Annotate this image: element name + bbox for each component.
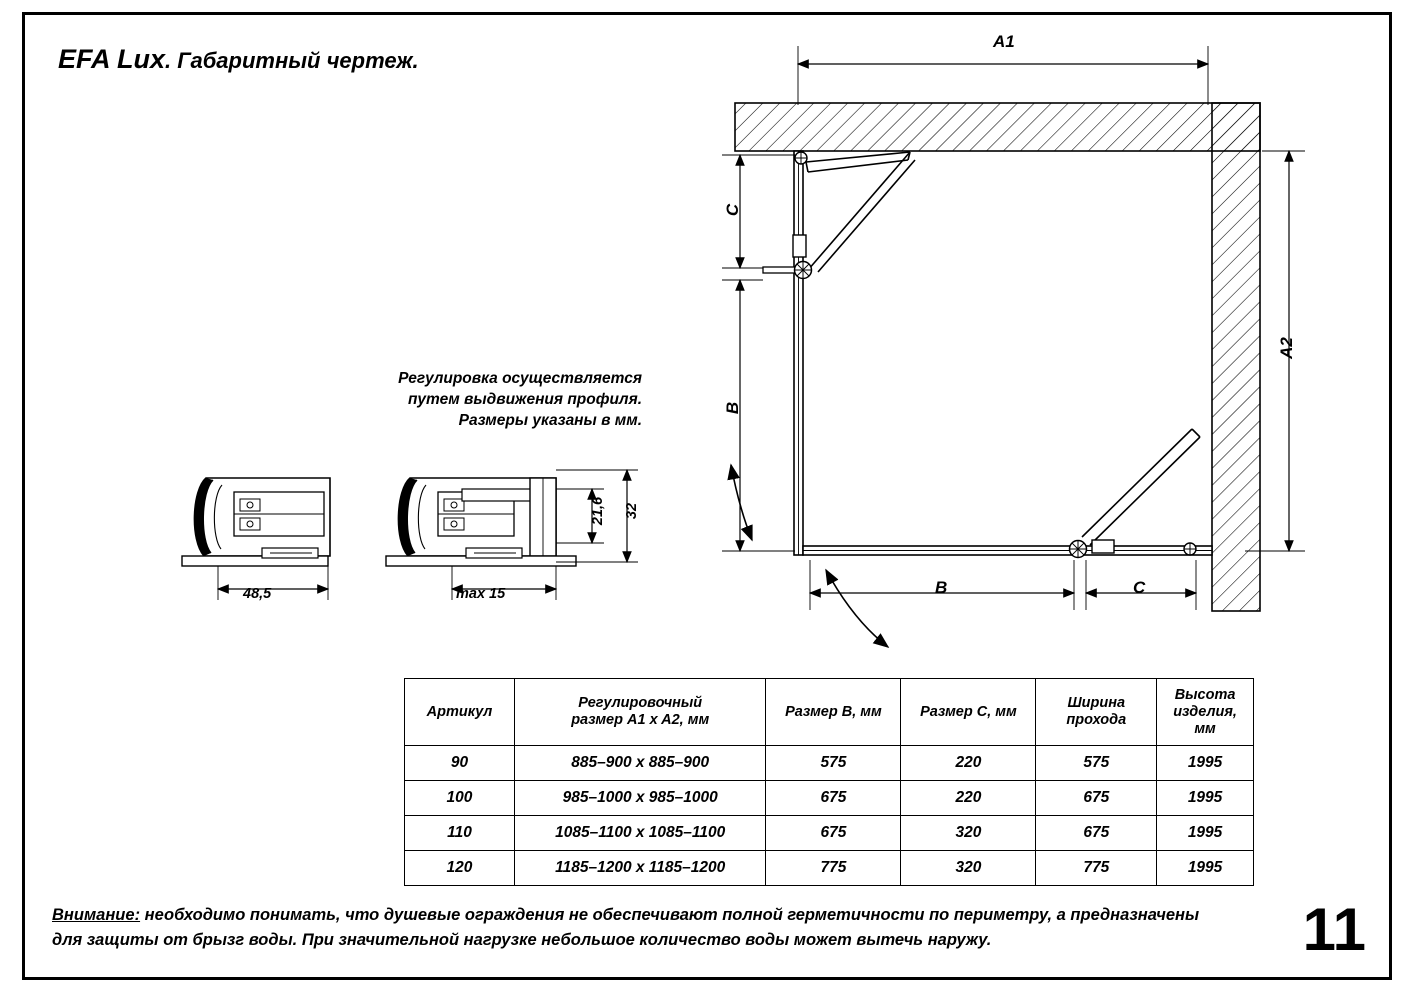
label-c-bottom: C bbox=[1133, 578, 1146, 597]
cell-article: 90 bbox=[405, 746, 515, 781]
warning-lead: Внимание: bbox=[52, 906, 141, 924]
label-profile-outer-height: 32 bbox=[624, 502, 640, 520]
title-subtitle: . Габаритный чертеж. bbox=[165, 48, 419, 73]
page-number: 11 bbox=[1302, 896, 1366, 963]
cell-size-b: 575 bbox=[766, 746, 901, 781]
cell-size-b: 675 bbox=[766, 781, 901, 816]
cell-passage-width: 575 bbox=[1036, 746, 1157, 781]
cell-size-c: 320 bbox=[901, 816, 1036, 851]
cell-adjust: 885–900 x 885–900 bbox=[514, 746, 766, 781]
label-a2: A2 bbox=[1277, 337, 1296, 359]
specification-table bbox=[404, 678, 1254, 886]
label-b-bottom: B bbox=[935, 578, 948, 597]
th-article: Артикул bbox=[405, 679, 515, 746]
warning-body-2: для защиты от брызг воды. При значительной нагрузке небольшое количество воды может вытечь наружу. bbox=[52, 931, 992, 949]
note-line-2: путем выдвижения профиля. bbox=[407, 391, 642, 408]
cell-article: 110 bbox=[405, 816, 515, 851]
page-title bbox=[58, 44, 419, 75]
note-line-1: Регулировка осуществляется bbox=[398, 370, 642, 387]
cell-article: 120 bbox=[405, 851, 515, 886]
cell-size-c: 220 bbox=[901, 746, 1036, 781]
cell-adjust: 985–1000 x 985–1000 bbox=[514, 781, 766, 816]
cell-product-height: 1995 bbox=[1157, 746, 1254, 781]
th-passage-line2: прохода bbox=[1066, 712, 1127, 728]
cell-product-height: 1995 bbox=[1157, 816, 1254, 851]
table-row bbox=[405, 781, 1254, 816]
cell-passage-width: 675 bbox=[1036, 816, 1157, 851]
cell-adjust: 1085–1100 x 1085–1100 bbox=[514, 816, 766, 851]
th-adjust-line2: размер A1 x A2, мм bbox=[571, 712, 710, 728]
cell-size-c: 220 bbox=[901, 781, 1036, 816]
label-profile-width-left: 48,5 bbox=[243, 586, 272, 602]
label-profile-max: max 15 bbox=[456, 586, 506, 602]
cell-passage-width: 775 bbox=[1036, 851, 1157, 886]
cell-size-b: 675 bbox=[766, 816, 901, 851]
th-height-line1: Высота bbox=[1174, 686, 1236, 703]
label-b-left: B bbox=[723, 401, 742, 415]
th-size-c: Размер C, мм bbox=[901, 679, 1036, 746]
th-passage-width bbox=[1036, 679, 1157, 746]
th-product-height bbox=[1157, 679, 1254, 746]
adjustment-note bbox=[360, 368, 642, 431]
cell-passage-width: 675 bbox=[1036, 781, 1157, 816]
brand-name: EFA Lux bbox=[58, 44, 166, 74]
th-height-line2: изделия, bbox=[1173, 703, 1237, 720]
table-row bbox=[405, 746, 1254, 781]
label-a1: A1 bbox=[993, 32, 1015, 51]
label-profile-inner-height: 21,6 bbox=[590, 496, 606, 526]
warning-text bbox=[52, 903, 1227, 953]
cell-article: 100 bbox=[405, 781, 515, 816]
th-adjust bbox=[514, 679, 766, 746]
th-height-line3: мм bbox=[1194, 720, 1216, 737]
table-header-row bbox=[405, 679, 1254, 746]
warning-body-1: необходимо понимать, что душевые ограждения не обеспечивают полной герметичности по периметру, а предназначены bbox=[140, 906, 1200, 924]
cell-product-height: 1995 bbox=[1157, 851, 1254, 886]
cell-adjust: 1185–1200 x 1185–1200 bbox=[514, 851, 766, 886]
label-c-top: C bbox=[723, 203, 742, 217]
note-line-3: Размеры указаны в мм. bbox=[458, 412, 642, 429]
cell-size-b: 775 bbox=[766, 851, 901, 886]
table-row bbox=[405, 816, 1254, 851]
th-adjust-line1: Регулировочный bbox=[578, 695, 703, 711]
cell-product-height: 1995 bbox=[1157, 781, 1254, 816]
th-size-b: Размер B, мм bbox=[766, 679, 901, 746]
cell-size-c: 320 bbox=[901, 851, 1036, 886]
table-row bbox=[405, 851, 1254, 886]
th-passage-line1: Ширина bbox=[1067, 695, 1126, 711]
